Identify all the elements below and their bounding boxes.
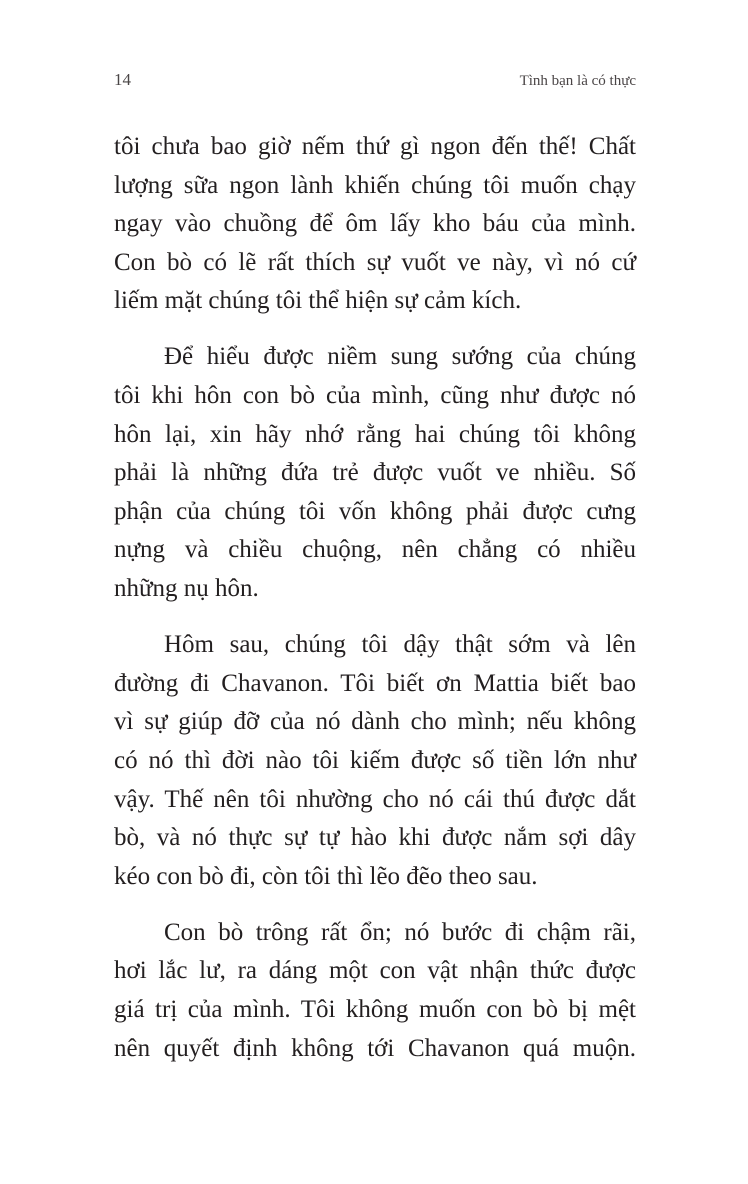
body-text: [114, 128, 636, 1086]
text-line: tôi chưa bao giờ nếm thứ gì ngon đến thế! Chất: [114, 133, 636, 160]
text-line: hơi lắc lư, ra dáng một con vật nhận thức được: [114, 957, 636, 985]
paragraph-1: [114, 128, 636, 321]
text-line: nựng và chiều chuộng, nên chẳng có nhiều: [114, 536, 636, 564]
page-number: 14: [114, 70, 131, 89]
text-line: liếm mặt chúng tôi thể hiện sự cảm kích.: [114, 287, 522, 315]
text-line: Để hiểu được niềm sung sướng của chúng: [164, 343, 636, 371]
text-line: lượng sữa ngon lành khiến chúng tôi muốn chạy: [114, 171, 636, 199]
paragraph-3: [114, 626, 636, 896]
text-line: Hôm sau, chúng tôi dậy thật sớm và lên: [164, 631, 636, 659]
text-line: tôi khi hôn con bò của mình, cũng như được nó: [114, 382, 636, 410]
paragraph-4: [114, 914, 636, 1068]
text-line: phận của chúng tôi vốn không phải được cưng: [114, 497, 636, 525]
text-line: giá trị của mình. Tôi không muốn con bò bị mệt: [114, 995, 636, 1023]
text-line: vì sự giúp đỡ của nó dành cho mình; nếu không: [114, 708, 636, 736]
text-line: ngay vào chuồng để ôm lấy kho báu của mình.: [114, 210, 636, 238]
text-line: có nó thì đời nào tôi kiếm được số tiền lớn như: [114, 746, 636, 774]
text-line: phải là những đứa trẻ được vuốt ve nhiều. Số: [114, 459, 636, 487]
text-line: Con bò có lẽ rất thích sự vuốt ve này, vì nó cứ: [114, 248, 636, 276]
running-title: Tình bạn là có thực: [519, 73, 636, 89]
text-line: đường đi Chavanon. Tôi biết ơn Mattia biết bao: [114, 669, 636, 697]
text-line: kéo con bò đi, còn tôi thì lẽo đẽo theo sau.: [114, 862, 538, 890]
text-line: những nụ hôn.: [114, 575, 259, 603]
text-line: Con bò trông rất ổn; nó bước đi chậm rãi,: [164, 918, 636, 946]
text-line: vậy. Thế nên tôi nhường cho nó cái thú được dắt: [114, 785, 636, 813]
text-line: nên quyết định không tới Chavanon quá muộn.: [114, 1034, 636, 1062]
text-line: hôn lại, xin hãy nhớ rằng hai chúng tôi không: [114, 420, 636, 448]
paragraph-2: [114, 338, 636, 608]
text-line: bò, và nó thực sự tự hào khi được nắm sợi dây: [114, 824, 636, 852]
running-head: [114, 70, 636, 94]
